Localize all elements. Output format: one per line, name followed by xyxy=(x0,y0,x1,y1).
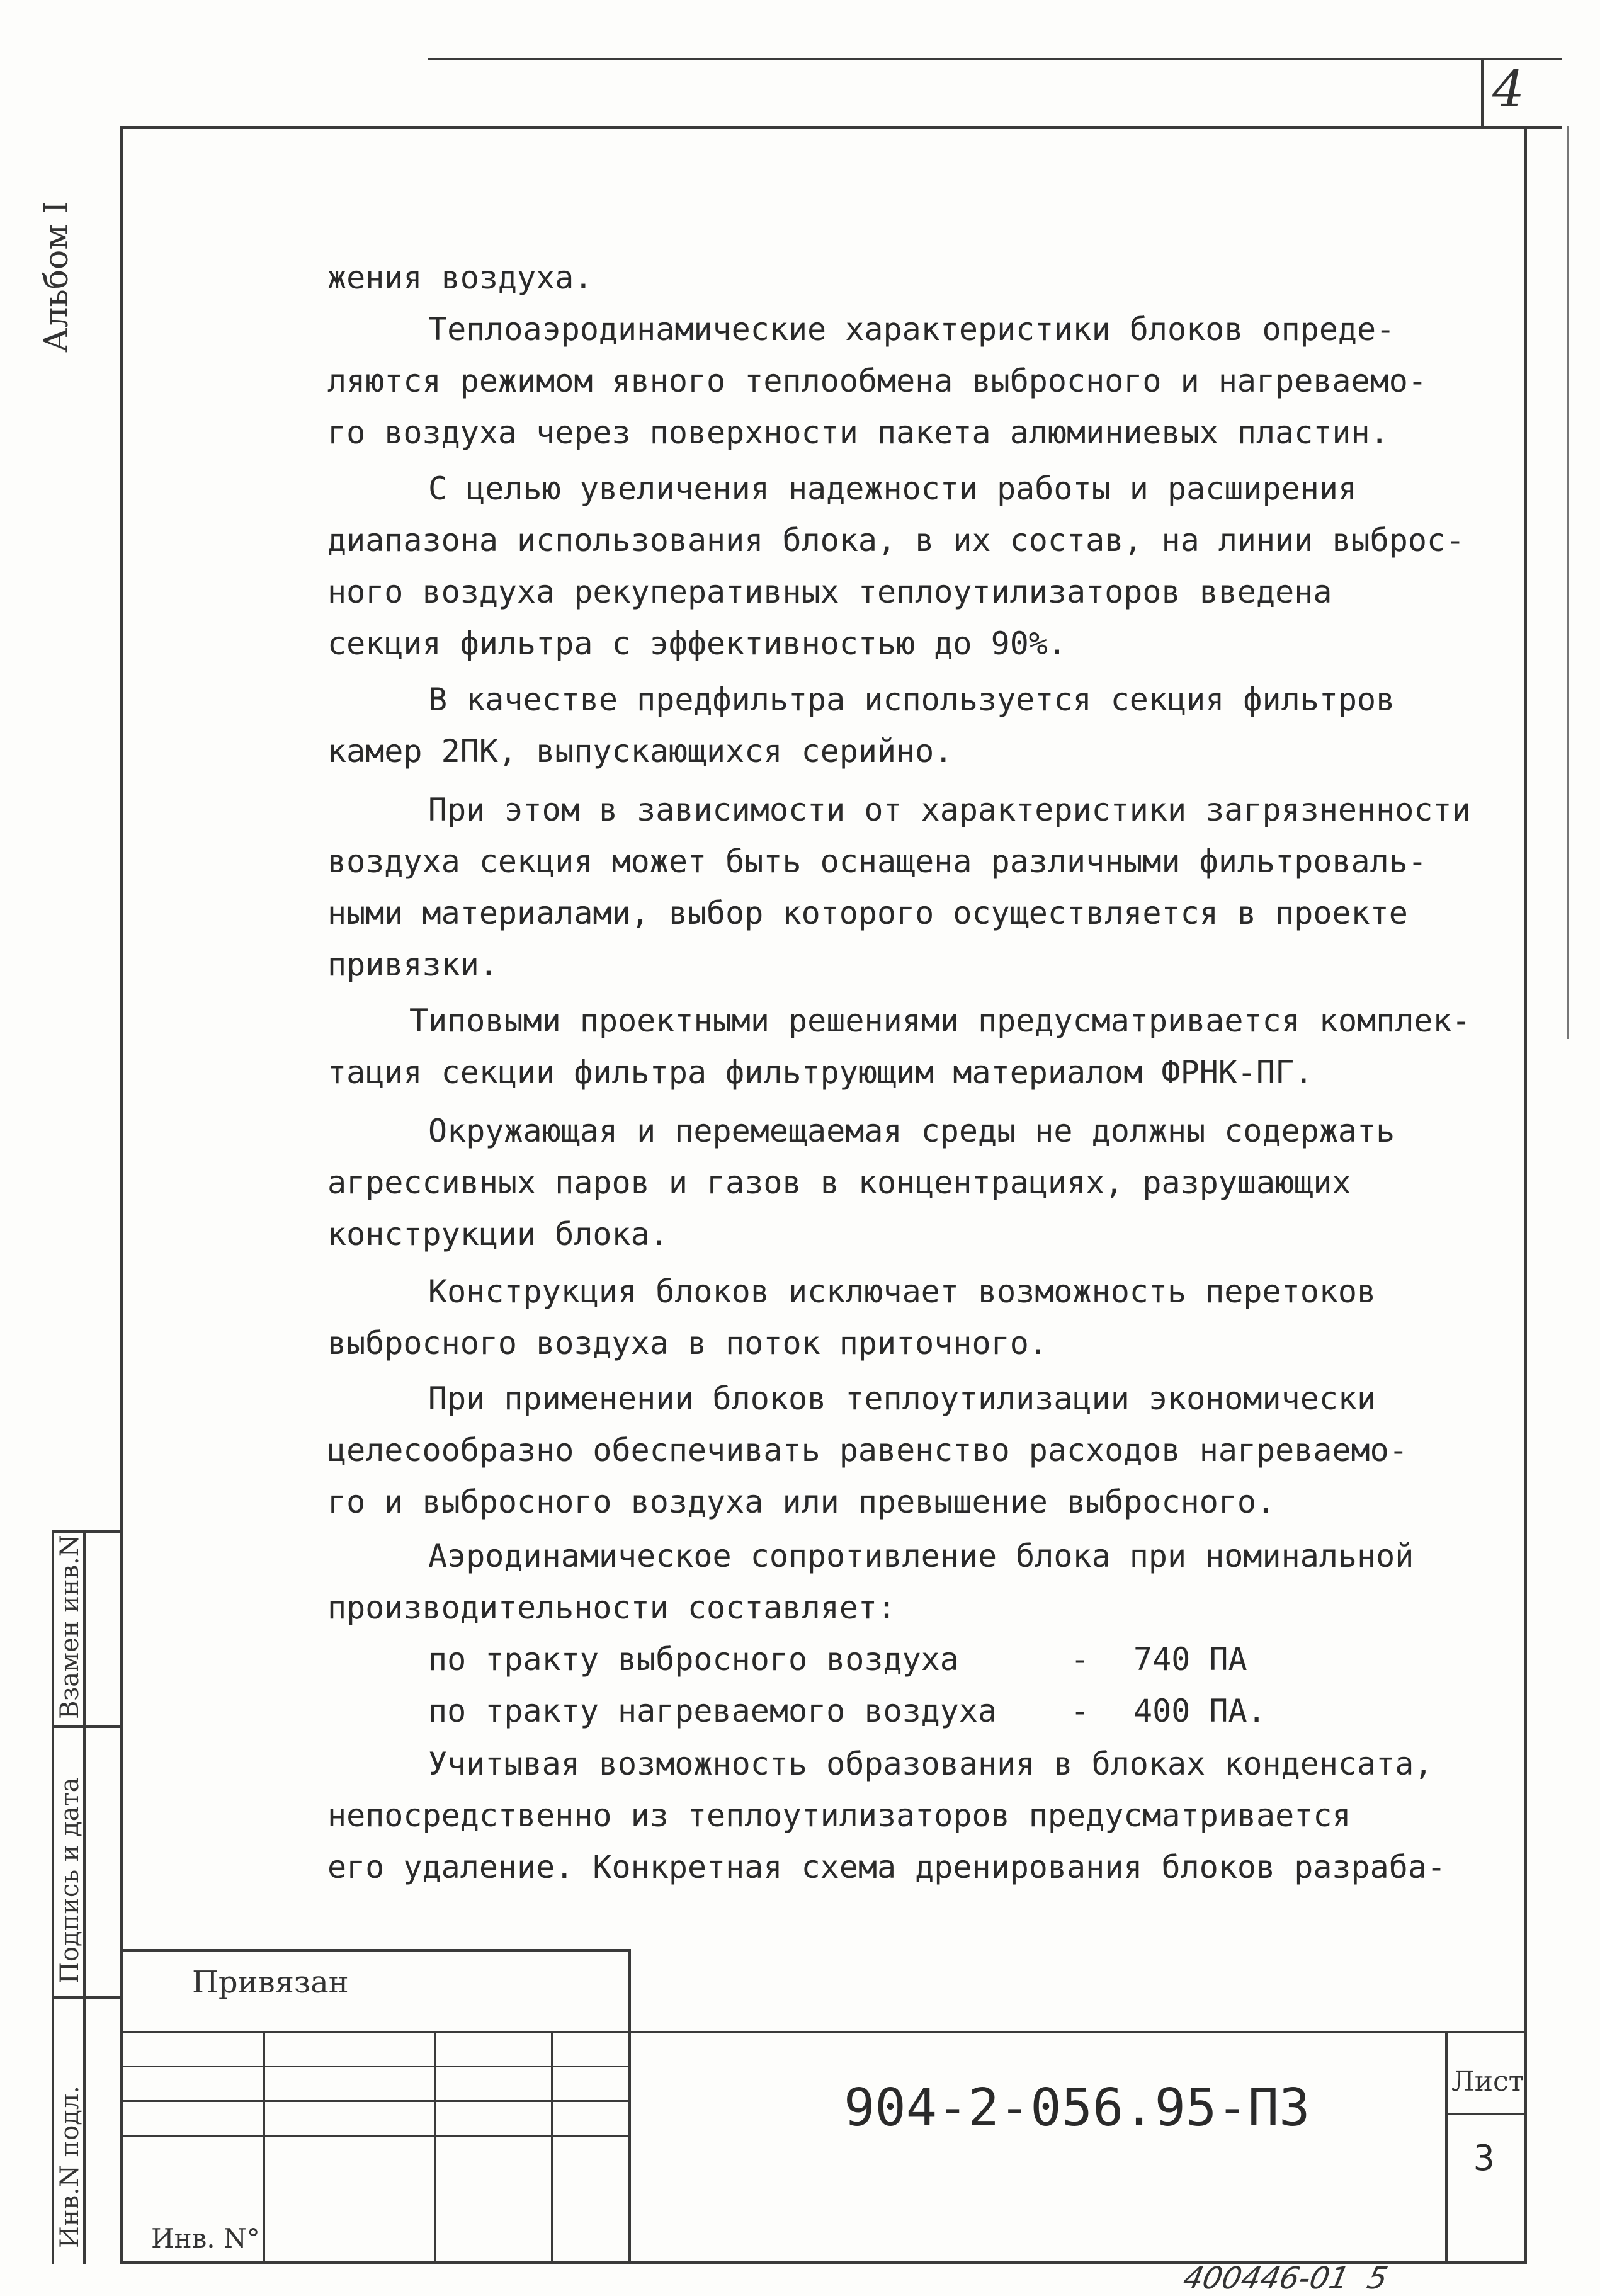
sheet-label: Лист xyxy=(1451,2066,1524,2098)
text-line: жения воздуха. xyxy=(327,259,593,296)
titleblock-row-3 xyxy=(120,2100,630,2102)
resistance-label: по тракту выбросного воздуха xyxy=(428,1641,959,1678)
text-line: производительности составляет: xyxy=(327,1589,897,1626)
text-line: ными материалами, выбор которого осуществляется в проекте xyxy=(327,895,1408,931)
stamp-top xyxy=(52,1530,122,1533)
text-line: его удаление. Конкретная схема дренирования блоков разраба- xyxy=(327,1849,1446,1885)
resistance-dash: - xyxy=(1070,1693,1090,1729)
paragraph-condensate xyxy=(327,1738,1524,1893)
paragraph-construction xyxy=(327,1266,1524,1369)
stamp-replace-inv: Взамен инв.N xyxy=(55,1535,84,1719)
document-code: 904-2-056.95-ПЗ xyxy=(844,2078,1310,2138)
stamp-inv-original: Инв.N подл. xyxy=(55,2086,84,2248)
text-line: ляются режимом явного теплообмена выбросного и нагреваемо- xyxy=(327,363,1427,399)
stamp-signature-date: Подпись и дата xyxy=(55,1777,84,1984)
text-line: воздуха секция может быть оснащена различными фильтроваль- xyxy=(327,843,1427,880)
paragraph-prefilter xyxy=(327,674,1524,777)
titleblock-col-3 xyxy=(551,2031,553,2264)
resistance-value: 400 ПА. xyxy=(1133,1693,1266,1729)
paragraph-typical-solutions xyxy=(327,995,1524,1098)
text-line: диапазона использования блока, в их состав, на линии выброс- xyxy=(327,522,1465,559)
titleblock-row-1 xyxy=(120,2031,1527,2033)
stamp-divider-1 xyxy=(52,1725,122,1728)
handwritten-archive-number: 400446-01 5 xyxy=(1180,2261,1391,2296)
titleblock-col-1 xyxy=(263,2031,265,2264)
page-number: 4 xyxy=(1492,60,1524,118)
bound-label: Привязан xyxy=(192,1965,349,2000)
album-label: Альбом I xyxy=(38,201,76,353)
text-line: целесообразно обеспечивать равенство расходов нагреваемо- xyxy=(327,1432,1408,1469)
sheet-box-left xyxy=(1445,2031,1448,2264)
text-line: привязки. xyxy=(327,946,498,983)
text-line: го и выбросного воздуха или превышение выбросного. xyxy=(327,1484,1276,1520)
text-line: секция фильтра с эффективностью до 90%. xyxy=(327,625,1067,662)
titleblock-row-4 xyxy=(120,2135,630,2137)
paragraph-contamination xyxy=(327,784,1524,991)
paragraph-continuation xyxy=(327,252,1524,304)
titleblock-row-2 xyxy=(120,2066,630,2067)
paragraph-economy xyxy=(327,1373,1524,1528)
text-line: С целью увеличения надежности работы и расширения xyxy=(428,470,1358,507)
paragraph-thermal xyxy=(327,304,1524,458)
text-line: агрессивных паров и газов в концентрациях, разрушающих xyxy=(327,1164,1351,1201)
text-line: Конструкция блоков исключает возможность перетоков xyxy=(428,1273,1376,1310)
text-line: выбросного воздуха в поток приточного. xyxy=(327,1325,1048,1361)
text-line: ного воздуха рекуперативных теплоутилизаторов введена xyxy=(327,574,1332,610)
text-line: При применении блоков теплоутилизации экономически xyxy=(428,1380,1376,1417)
resistance-row xyxy=(428,1634,959,1685)
text-line: непосредственно из теплоутилизаторов предусматривается xyxy=(327,1797,1351,1834)
resistance-value: 740 ПА xyxy=(1133,1641,1247,1678)
text-line: го воздуха через поверхности пакета алюминиевых пластин. xyxy=(327,414,1389,451)
paragraph-resistance xyxy=(327,1530,1524,1634)
paragraph-environment xyxy=(327,1105,1524,1260)
sheet-box-divider xyxy=(1445,2113,1527,2115)
text-line: Аэродинамическое сопротивление блока при номинальной xyxy=(428,1538,1414,1574)
resistance-dash: - xyxy=(1070,1641,1090,1678)
scan-edge-line xyxy=(1567,126,1569,1039)
text-line: тация секции фильтра фильтрующим материалом ФРНК-ПГ. xyxy=(327,1054,1313,1091)
frame-top xyxy=(120,126,1562,129)
stamp-column-left xyxy=(52,1530,54,2264)
resistance-label: по тракту нагреваемого воздуха xyxy=(428,1693,997,1729)
inv-label: Инв. N° xyxy=(151,2223,260,2254)
resistance-row xyxy=(428,1685,997,1737)
top-border-line xyxy=(428,58,1562,60)
page-number-box-left xyxy=(1481,58,1484,127)
sheet-number: 3 xyxy=(1473,2138,1495,2179)
paragraph-reliability xyxy=(327,463,1524,669)
text-line: Типовыми проектными решениями предусматривается комплек- xyxy=(409,1003,1471,1039)
titleblock-top xyxy=(120,1949,630,1952)
titleblock-col-2 xyxy=(434,2031,436,2264)
frame-right xyxy=(1524,126,1527,2264)
stamp-divider-2 xyxy=(52,1996,122,1999)
text-line: Теплоаэродинамические характеристики блоков опреде- xyxy=(428,311,1395,348)
text-line: В качестве предфильтра используется секция фильтров xyxy=(428,681,1395,718)
frame-left xyxy=(120,126,123,2264)
text-line: Учитывая возможность образования в блоках конденсата, xyxy=(428,1746,1433,1782)
text-line: При этом в зависимости от характеристики загрязненности xyxy=(428,792,1471,828)
text-line: конструкции блока. xyxy=(327,1216,669,1253)
text-line: камер 2ПК, выпускающихся серийно. xyxy=(327,733,953,770)
titleblock-left-right xyxy=(628,1949,631,2264)
text-line: Окружающая и перемещаемая среды не должны содержать xyxy=(428,1113,1395,1149)
